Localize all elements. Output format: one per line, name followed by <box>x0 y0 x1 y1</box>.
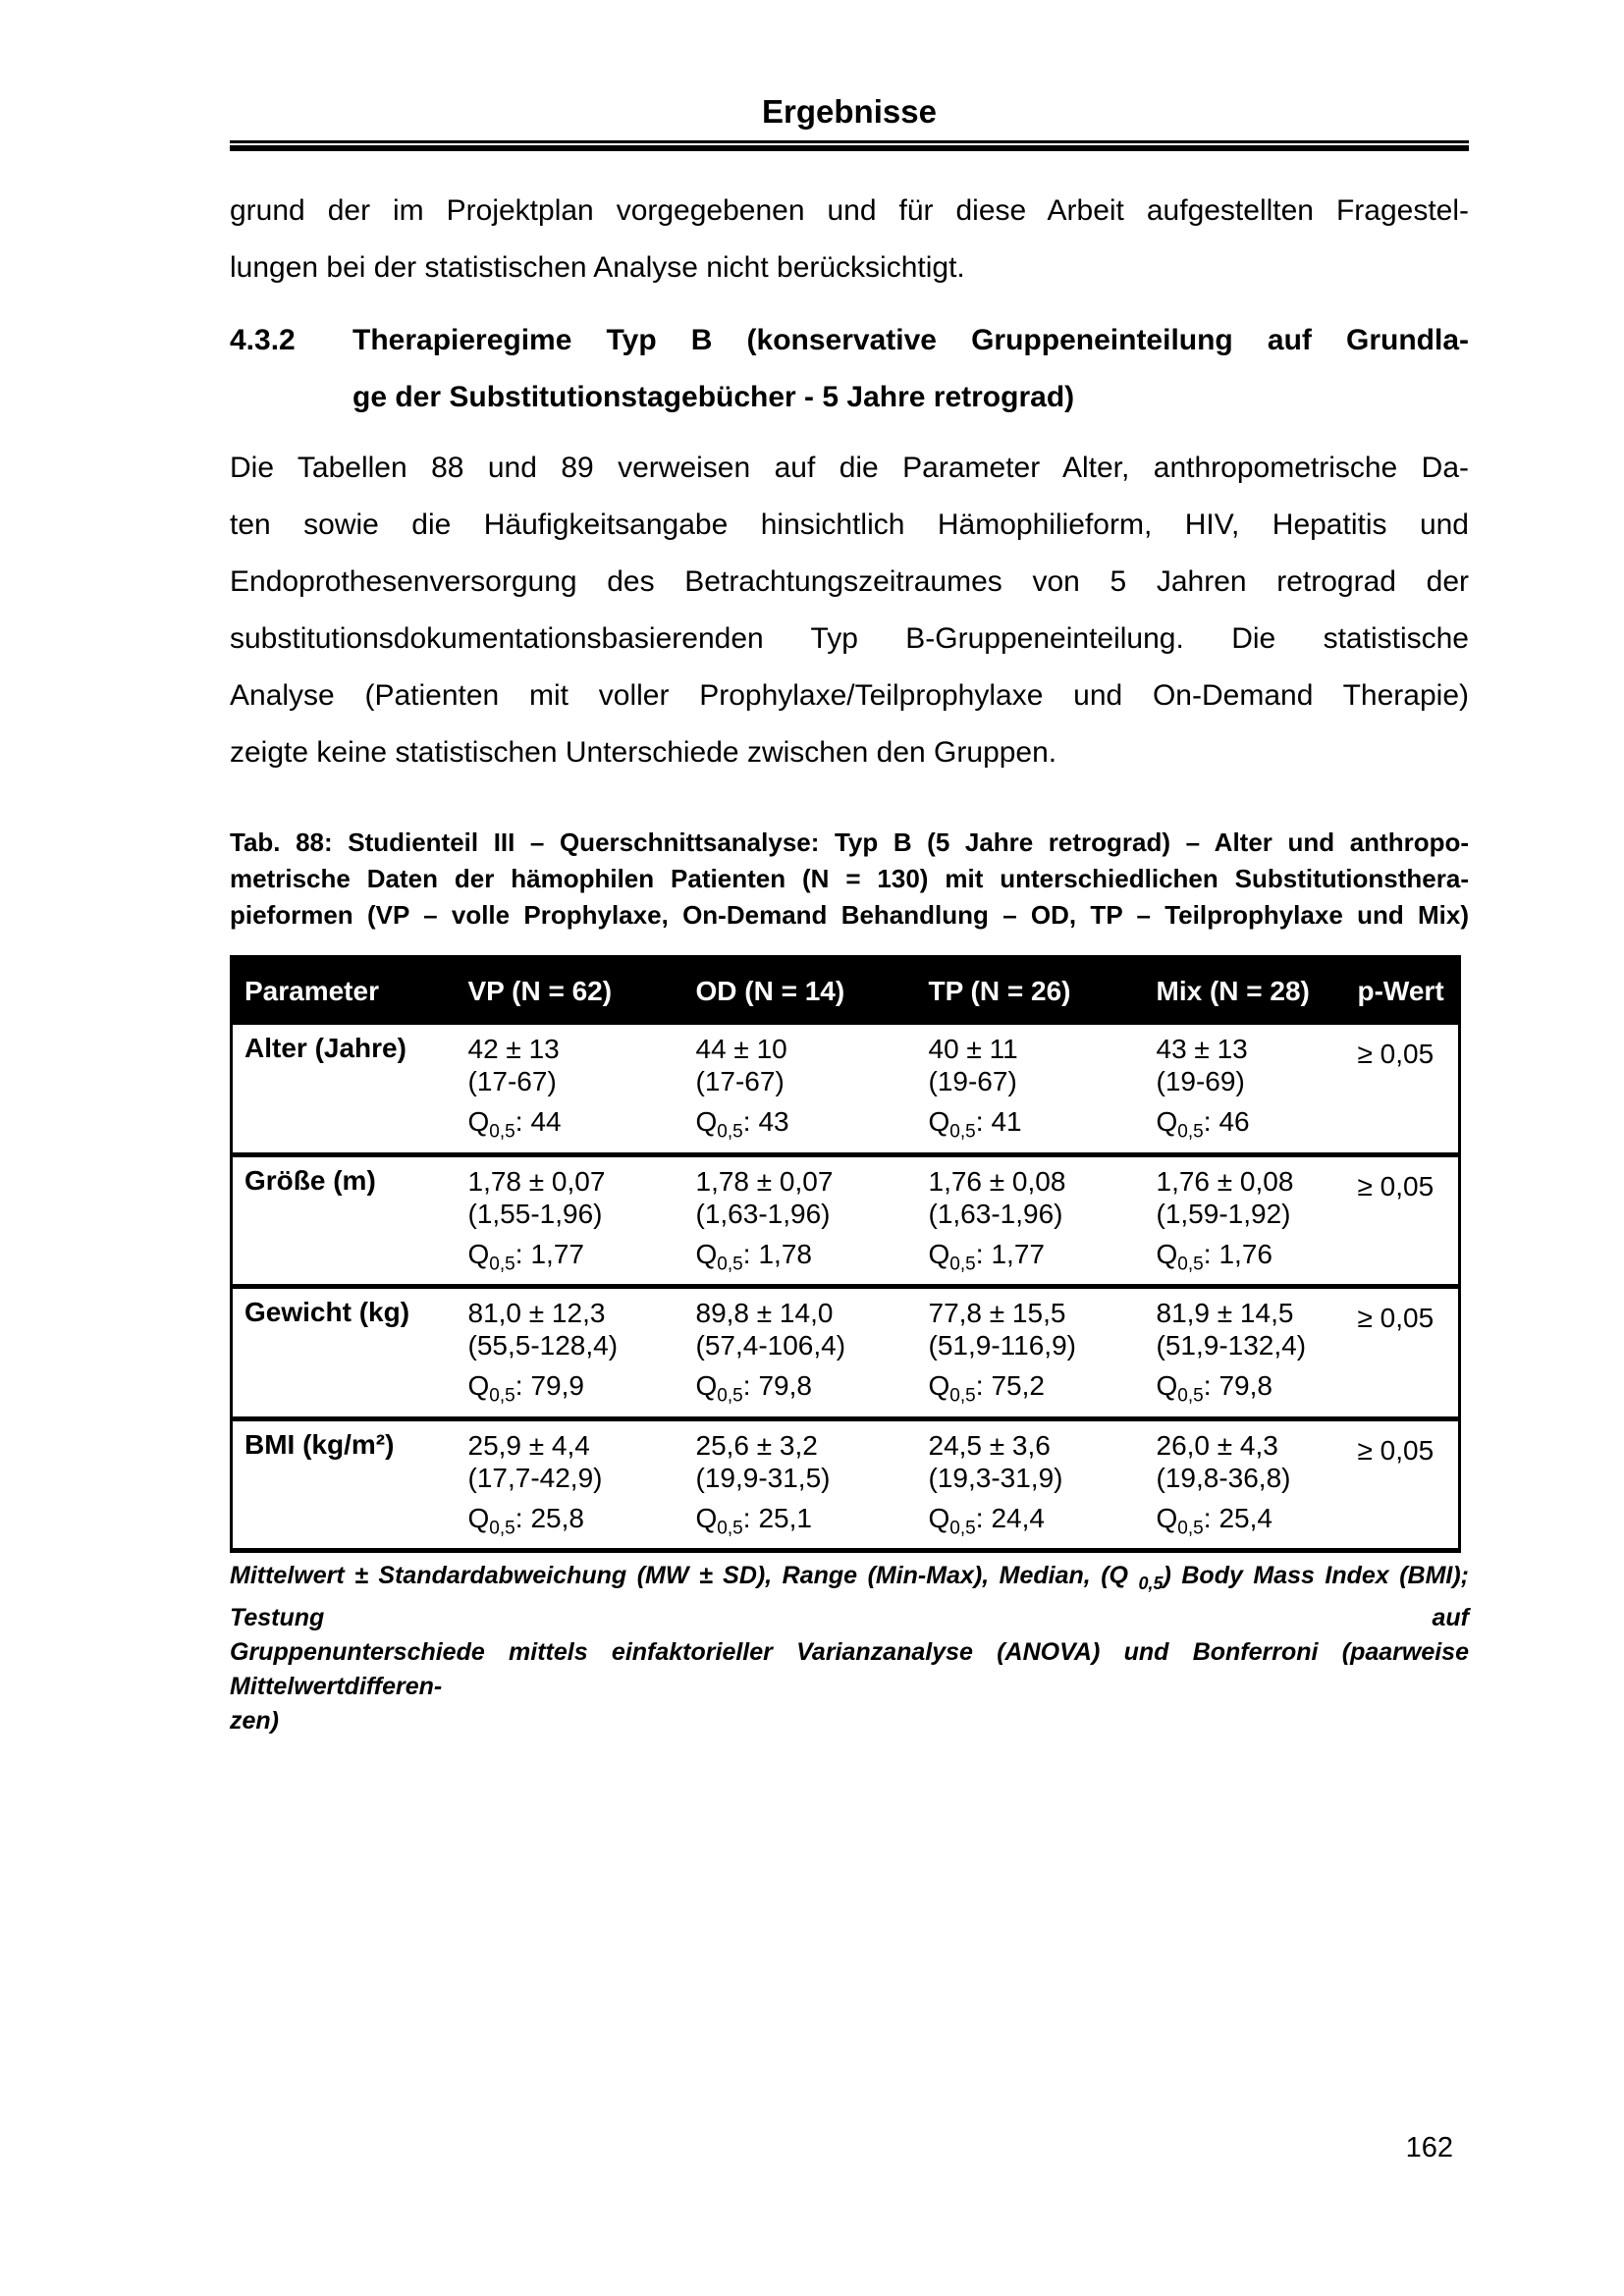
median-line: $Q_{0,5}$: 41 <box>928 1106 1022 1143</box>
p-value-cell: ≥ 0,05 <box>1350 1154 1460 1287</box>
mean-value: 1,76 ± 0,08 <box>928 1165 1066 1197</box>
range-value: (51,9-132,4) <box>1156 1330 1307 1362</box>
range-value: (1,63-1,96) <box>928 1198 1063 1229</box>
paragraph-line: Die Tabellen 88 und 89 verweisen auf die Parameter Alter, anthropometrische Da- <box>230 452 1469 484</box>
p-value-cell: ≥ 0,05 <box>1357 1039 1435 1069</box>
median-value: 43 <box>758 1106 789 1137</box>
median-line: $Q_{0,5}$: 1,77 <box>467 1238 584 1275</box>
results-table <box>230 955 1461 1553</box>
mean-value: 1,76 ± 0,08 <box>1156 1165 1294 1197</box>
section-title-line: Therapieregime Typ B (konservative Gruppeneinteilung auf Grundla- <box>352 324 1469 356</box>
median-line: $Q_{0,5}$: 43 <box>695 1106 789 1143</box>
column-header-od: OD (N = 14) <box>696 957 929 1026</box>
mean-value: 77,8 ± 15,5 <box>928 1298 1066 1329</box>
median-value: 1,77 <box>530 1238 584 1269</box>
range-value: (1,55-1,96) <box>467 1198 603 1229</box>
results-table-header <box>232 957 1460 1026</box>
median-value: 25,4 <box>1218 1502 1272 1533</box>
table-cell <box>1157 1154 1350 1287</box>
q-subscript: 0,5 <box>1138 1574 1164 1594</box>
header-rule-thick-line <box>230 145 1469 151</box>
median-line: $Q_{0,5}$: 1,78 <box>695 1238 812 1275</box>
mean-value: 81,0 ± 12,3 <box>467 1298 606 1329</box>
table-cell <box>929 1418 1157 1551</box>
intro-paragraph <box>230 183 1469 296</box>
median-line: $Q_{0,5}$: 44 <box>467 1106 562 1143</box>
range-value: (17-67) <box>695 1066 785 1096</box>
range-value: (55,5-128,4) <box>467 1330 619 1362</box>
footnote-line: zen) <box>230 1707 279 1735</box>
table-caption-line: Tab. 88: Studienteil III – Querschnittsanalyse: Typ B (5 Jahre retrograd) – Alter und anthropo- <box>230 828 1469 857</box>
paragraph-line: lungen bei der statistischen Analyse nicht berücksichtigt. <box>230 251 965 284</box>
table-cell <box>468 1287 696 1419</box>
table-row-bmi <box>232 1418 1460 1551</box>
section-title-line: ge der Substitutionstagebücher - 5 Jahre retrograd) <box>352 381 1075 413</box>
median-line: $Q_{0,5}$: 25,8 <box>467 1502 584 1539</box>
table-cell <box>1157 1025 1350 1154</box>
parameter-cell: Gewicht (kg) <box>232 1287 468 1419</box>
range-value: (17-67) <box>467 1066 557 1096</box>
mean-value: 40 ± 11 <box>928 1034 1018 1064</box>
column-header-pwert: p-Wert <box>1350 957 1460 1026</box>
paragraph-line: ten sowie die Häufigkeitsangabe hinsichtlich Hämophilieform, HIV, Hepatitis und <box>230 508 1469 541</box>
table-cell <box>696 1287 929 1419</box>
range-value: (19,8-36,8) <box>1156 1462 1291 1493</box>
median-line: $Q_{0,5}$: 79,8 <box>695 1370 812 1407</box>
table-cell <box>1157 1287 1350 1419</box>
parameter-cell: BMI (kg/m²) <box>232 1418 468 1551</box>
range-value: (19,9-31,5) <box>695 1462 831 1493</box>
section-title <box>352 312 1469 426</box>
table-cell <box>696 1154 929 1287</box>
table-cell <box>468 1025 696 1154</box>
median-line: $Q_{0,5}$: 79,9 <box>467 1370 584 1407</box>
header-row <box>232 957 1460 1026</box>
table-caption-line: pieformen (VP – volle Prophylaxe, On-Demand Behandlung – OD, TP – Teilprophylaxe und Mix) <box>230 900 1469 930</box>
table-cell <box>696 1418 929 1551</box>
range-value: (1,63-1,96) <box>695 1198 831 1229</box>
header-rule <box>230 140 1469 151</box>
median-line: $Q_{0,5}$: 79,8 <box>1156 1370 1272 1407</box>
table-cell <box>929 1025 1157 1154</box>
table-cell <box>468 1418 696 1551</box>
mean-value: 89,8 ± 14,0 <box>695 1298 834 1329</box>
median-value: 1,78 <box>758 1238 812 1269</box>
median-value: 25,1 <box>758 1502 812 1533</box>
table-cell <box>468 1154 696 1287</box>
column-header-parameter: Parameter <box>232 957 468 1026</box>
range-value: (19-67) <box>928 1066 1017 1096</box>
paragraph-line: zeigte keine statistischen Unterschiede zwischen den Gruppen. <box>230 736 1057 769</box>
median-value: 24,4 <box>991 1502 1045 1533</box>
p-value-cell: ≥ 0,05 <box>1350 1418 1460 1551</box>
table-cell <box>1157 1418 1350 1551</box>
parameter-cell: Alter (Jahre) <box>244 1033 406 1063</box>
table-row-gewicht <box>232 1287 1460 1419</box>
mean-value: 1,78 ± 0,07 <box>467 1165 606 1197</box>
column-header-vp: VP (N = 62) <box>468 957 696 1026</box>
mean-value: 44 ± 10 <box>695 1034 787 1064</box>
column-header-mix: Mix (N = 28) <box>1157 957 1350 1026</box>
table-row-groesse <box>232 1154 1460 1287</box>
median-value: 79,8 <box>758 1370 812 1402</box>
median-value: 1,77 <box>991 1238 1045 1269</box>
section-heading <box>230 312 1469 426</box>
parameter-cell: Größe (m) <box>232 1154 468 1287</box>
median-value: 41 <box>991 1106 1022 1137</box>
range-value: (17,7-42,9) <box>467 1462 603 1493</box>
median-value: 1,76 <box>1218 1238 1272 1269</box>
mean-value: 25,9 ± 4,4 <box>467 1429 590 1461</box>
table-row-alter <box>232 1025 1460 1154</box>
range-value: (1,59-1,92) <box>1156 1198 1291 1229</box>
mean-value: 25,6 ± 3,2 <box>695 1429 818 1461</box>
paragraph-line: Analyse (Patienten mit voller Prophylaxe/Teilprophylaxe und On-Demand Therapie) <box>230 679 1469 712</box>
footnote-line: Mittelwert ± Standardabweichung (MW ± SD), Range (Min-Max), Median, (Q $_{0,5}$) Body Mass Index (BMI); Testung auf <box>230 1562 1470 1632</box>
table-cell <box>696 1025 929 1154</box>
mean-value: 24,5 ± 3,6 <box>928 1429 1051 1461</box>
table-caption-line: metrische Daten der hämophilen Patienten (N = 130) mit unterschiedlichen Substitutionsthera- <box>230 864 1469 893</box>
mean-value: 26,0 ± 4,3 <box>1156 1429 1278 1461</box>
median-line: $Q_{0,5}$: 1,77 <box>928 1238 1045 1275</box>
page-number: 162 <box>1405 2132 1453 2163</box>
table-cell <box>929 1287 1157 1419</box>
mean-value: 42 ± 13 <box>467 1034 560 1064</box>
table-caption <box>230 825 1469 934</box>
median-value: 79,8 <box>1218 1370 1272 1402</box>
median-line: $Q_{0,5}$: 1,76 <box>1156 1238 1272 1275</box>
range-value: (51,9-116,9) <box>928 1330 1076 1362</box>
median-line: $Q_{0,5}$: 24,4 <box>928 1502 1045 1539</box>
column-header-tp: TP (N = 26) <box>929 957 1157 1026</box>
section-number: 4.3.2 <box>230 324 296 356</box>
mean-value: 1,78 ± 0,07 <box>695 1165 834 1197</box>
mean-value: 81,9 ± 14,5 <box>1156 1298 1294 1329</box>
median-line: $Q_{0,5}$: 75,2 <box>928 1370 1045 1407</box>
paragraph-line: grund der im Projektplan vorgegebenen und für diese Arbeit aufgestellten Fragestel- <box>230 194 1469 227</box>
range-value: (57,4-106,4) <box>695 1330 846 1362</box>
running-header-title: Ergebnisse <box>762 93 937 130</box>
mean-value: 43 ± 13 <box>1156 1034 1248 1064</box>
median-value: 75,2 <box>991 1370 1045 1402</box>
median-line: $Q_{0,5}$: 25,4 <box>1156 1502 1272 1539</box>
body-paragraph <box>230 440 1469 781</box>
median-value: 46 <box>1218 1106 1250 1137</box>
median-line: $Q_{0,5}$: 46 <box>1156 1106 1250 1143</box>
table-cell <box>929 1154 1157 1287</box>
median-value: 44 <box>530 1106 562 1137</box>
median-line: $Q_{0,5}$: 25,1 <box>695 1502 812 1539</box>
table-footnote <box>230 1559 1469 1738</box>
range-value: (19,3-31,9) <box>928 1462 1063 1493</box>
range-value: (19-69) <box>1156 1066 1245 1096</box>
paragraph-line: substitutionsdokumentationsbasierenden Typ B-Gruppeneinteilung. Die statistische <box>230 622 1469 655</box>
median-value: 25,8 <box>530 1502 584 1533</box>
footnote-line: Gruppenunterschiede mittels einfaktorieller Varianzanalyse (ANOVA) und Bonferroni (paarweise Mittelwertdifferen- <box>230 1638 1469 1701</box>
page-content <box>230 0 1469 1738</box>
median-value: 79,9 <box>530 1370 584 1402</box>
p-value-cell: ≥ 0,05 <box>1350 1287 1460 1419</box>
paragraph-line: Endoprothesenversorgung des Betrachtungszeitraumes von 5 Jahren retrograd der <box>230 565 1469 598</box>
